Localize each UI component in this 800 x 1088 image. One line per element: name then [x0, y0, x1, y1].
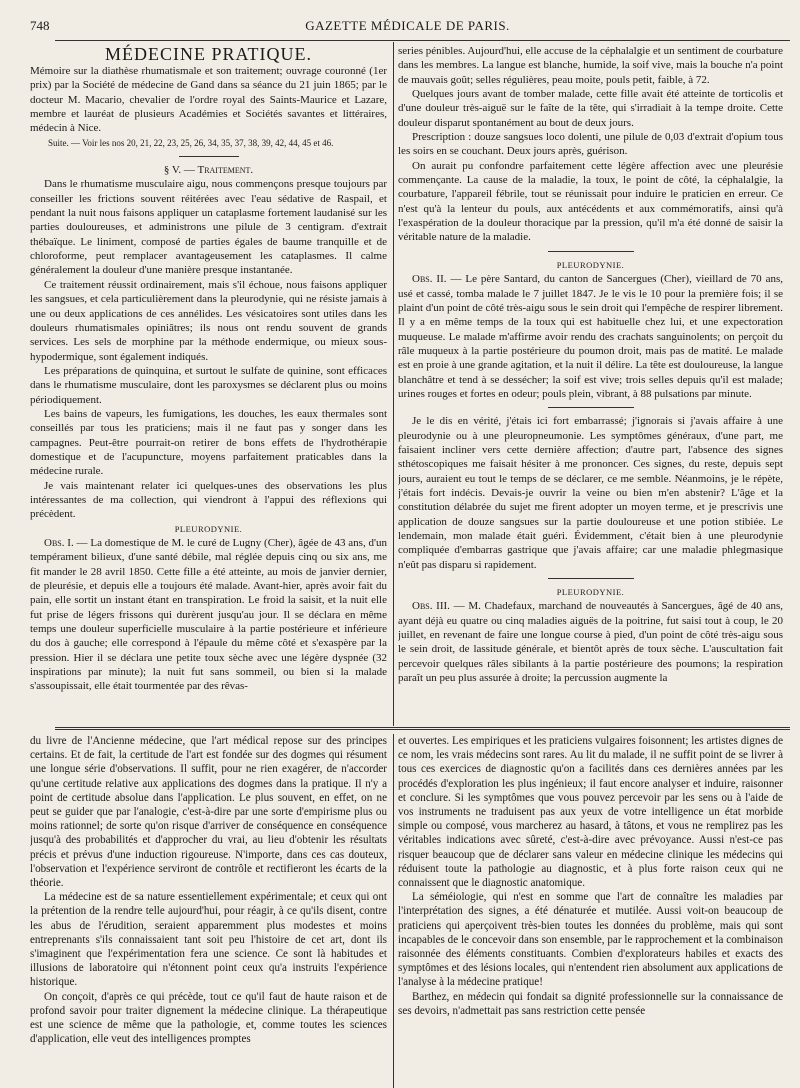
observation-1 [30, 536, 387, 694]
paragraph: Les bains de vapeurs, les fumigations, les douches, les eaux thermales sont conseillés par tous les praticiens; mais il ne faut pas y songer dans les campagnes. Peut-être pourrait-on retirer de bons effets de l'hydrothérapie domestique et de l'acupuncture, moyens parfaitement praticables dans la médecine rurale. [30, 407, 387, 478]
paragraph: Les préparations de quinquina, et surtout le sulfate de quinine, sont efficaces dans le rhumatisme musculaire, dont les paroxysmes se déclarent plus ou moins périodiquement. [30, 364, 387, 406]
header-rule [55, 40, 790, 41]
left-column [30, 44, 387, 724]
observation-label: Obs. II. [412, 273, 447, 286]
paragraph: Quelques jours avant de tomber malade, cette fille avait été atteinte de torticolis et d'une douleur très-aiguë sur le faîte de la tête, qui s'irradiait à la tempe droite. Cette douleur disparut spontanément au bout de deux jours. [398, 88, 783, 129]
page-number: 748 [30, 18, 50, 33]
paragraph: et ouvertes. Les empiriques et les praticiens vulgaires foisonnent; les artistes dignes de ce nom, les vrais médecins sont rares. Au lit du malade, il ne suffit point de se livrer à tous ces exercices de diagnostic qu'on a facilités dans ces dernières années par les procédés d'exploration les plus ingénieux; il faut encore analyser et induire, raisonner et conclure. Si les symptômes que vous pouvez percevoir par les sens ou à l'aide de vos instruments ne traduisent pas aux yeux de votre intelligence un état morbide simple ou composé, vous marcherez au hasard, à tâtons, et vous ne remplirez pas les véritables indications avec sûreté, c'est-à-dire avec prévoyance. Aussi n'est-ce pas risquer beaucoup que de déclarer sans valeur en médecine clinique les médecins qui réduisent toute la pathologie au diagnostic, et à plus forte raison ceux qui ne connaissent que le diagnostic anatomique. [398, 735, 783, 890]
paragraph: On conçoit, d'après ce qui précède, tout ce qu'il faut de haute raison et de profond savoir pour traiter dignement la médecine clinique. La thérapeutique est une science de même que la pathologie, et, comme toutes les sciences d'application, elle veut des intelligences promptes [30, 990, 387, 1046]
separator [548, 251, 634, 252]
paragraph: Ce traitement réussit ordinairement, mais s'il échoue, nous faisons appliquer les sangsues, et cela particulièrement dans la pleurodynie, qui ne résiste jamais à une ou deux applications de ces annélides. Les vésicatoires sont utiles dans les douleurs rhumatismales opiniâtres; ils nous ont rendu souvent de grands services. Les sels de morphine par la méthode endermique, ou mieux sous-hypodermique, sont également indiqués. [30, 278, 387, 363]
feuilleton-divider [55, 727, 790, 730]
paragraph: Je le dis en vérité, j'étais ici fort embarrassé; j'ignorais si j'avais affaire à une pleurodynie ou à une pleuropneumonie. Les symptômes généraux, d'une part, me faisaient incliner vers cette dernière affection; d'autre part, l'absence des signes sthétoscopiques me faisait hésiter à me prononcer. Ces signes, du reste, depuis sept jours, auraient eu tout le temps de se déclarer, ce me semble. Néanmoins, je le répète, j'étais fort indécis. Devais-je ouvrir la veine ou bien m'en abstenir? L'âge et la constitution délabrée du sujet me firent adopter un moyen terme, et je prescrivis une application de douze sangsues sur la partie douloureuse et une potion stibiée. Le lendemain, mon malade était guéri. Évidemment, c'était bien à une pleurodynie compliquée d'embarras gastrique que j'avais affaire; car une maladie phlegmasique n'eût pas disparu si rapidement. [398, 415, 783, 571]
paragraph: La séméiologie, qui n'est en somme que l'art de connaître les maladies par l'interprétation des signes, a été dénaturée et mutilée. Aussi voit-on beaucoup de praticiens qui aperçoivent très-bien toutes les données du problème, mais qui sont incapables de le concevoir dans son ensemble, par le rapprochement et la combinaison raisonnée des éléments constituants. Combien d'explorateurs habiles et exacts des symptômes et des lésions locales, qui n'entendent rien absolument aux applications de l'analyse à la médecine pratique! [398, 891, 783, 989]
paragraph: La médecine est de sa nature essentiellement expérimentale; et ceux qui ont la prétention de la rendre telle aujourd'hui, pour réagir, à ce qu'ils disent, contre les abus de l'érudition, seraient apparemment plus modestes et moins entreprenants s'ils connaissaient tant soit peu l'histoire de cet art, dont ils s'imaginent que l'expérimentation fera une science. Ce sont là habitudes et illusions de laboratoire qui n'étonnent point ceux qu'a instruits l'expérience historique. [30, 891, 387, 989]
feuilleton-right [398, 734, 783, 1084]
column-divider-bottom [393, 734, 394, 1088]
section-heading: § V. — Traitement. [163, 164, 254, 177]
journal-title: GAZETTE MÉDICALE DE PARIS. [305, 18, 510, 33]
feuilleton-left [30, 734, 387, 1084]
observation-label: Obs. III. [412, 600, 450, 613]
section-title: MÉDECINE PRATIQUE. [105, 44, 312, 64]
paragraph: du livre de l'Ancienne médecine, que l'art médical repose sur des principes certains. Et de fait, la certitude de l'art est fondée sur des dogmes qui résument une longue série d'observations. Il suffit, pour ne rien exagérer, de n'accorder qu'une certitude relative aux applications des dogmes dans la pratique. Il n'y a point de certitude absolue dans l'application. Le plus souvent, en effet, on ne peut se guider que par l'analogie, c'est-à-dire par une sorte d'empirisme plus ou moins rationnel; de sorte qu'on risque d'arriver de conséquence en conséquence jusqu'à des probabilités et d'approcher du vrai, au lieu d'obtenir les résultats précis et prévus d'une induction rigoureuse. N'importe, dans ces cas douteux, l'observation et l'expérience serviront de contrôle et rectifieront les écarts de la théorie. [30, 735, 387, 890]
observation-2 [398, 272, 783, 401]
memoir-abstract: Mémoire sur la diathèse rhumatismale et son traitement; ouvrage couronné (1er prix) par la Société de médecine de Gand dans sa séance du 21 juin 1865; par le docteur M. Macario, chevalier de l'ordre royal des Saints-Maurice et Lazare, membre et lauréat de plusieurs Académies et Sociétés savantes et littéraires, médecin à Nice. [30, 65, 387, 135]
paragraph: Dans le rhumatisme musculaire aigu, nous commençons presque toujours par conseiller les frictions souvent réitérées avec l'eau sédative de Raspail, et pendant la nuit nous faisons appliquer un cataplasme fortement laudanisé sur les parties douloureuses, et administrons une pilule de 3 centigram. d'extrait thébaïque. Le liniment, composé de parties égales de baume tranquille et de chloroforme, peut remplacer avantageusement les cataplasmes. Il calme généralement la douleur d'une manière presque instantanée. [30, 178, 387, 277]
observation-text: — M. Chadefaux, marchand de nouveautés à Sancergues, âgé de 40 ans, ayant déjà eu quatre ou cinq maladies aiguës de la poitrine, fut saisi tout à coup, le 20 juillet, en revenant de faire une longue course à pied, d'un point de côté très-aigu sous le sein droit, de lassitude générale, et bientôt après de toux sèche. L'auscultation fait percevoir quelques râles sibilants à la partie postérieure des poumons; la respiration paraît un peu plus assurée à droite; la percussion augmente la [398, 600, 783, 685]
observation-heading: PLEURODYNIE. [556, 587, 625, 598]
separator [179, 156, 239, 157]
paragraph: Barthez, en médecin qui fondait sa dignité professionnelle sur la connaissance de ses devoirs, n'admettait pas sans restriction cette pensée [398, 990, 783, 1017]
observation-text: — La domestique de M. le curé de Lugny (Cher), âgée de 43 ans, d'un tempérament bilieux, d'une santé débile, mal réglée depuis cinq ou six ans, me fit mander le 28 avril 1850. Cette fille a été atteinte, au mois de janvier dernier, de pleurésie, et depuis elle a toujours été malade. Avant-hier, après avoir fait du pain, elle sortit un instant étant en transpiration. Le froid la saisit, et la nuit elle fut prise de légers frissons qui durèrent jusqu'au jour. Il se déclara en même temps une douleur superficielle musculaire à la partie postérieure et inférieure du dos à gauche; elle correspond à l'épaule du même côté et s'exaspère par la pression. Hier il se déclara une petite toux sèche avec une légère dyspnée (32 inspirations par minute); la nuit fut sans sommeil, ou bien si la malade s'assoupissait, elle était tourmentée par des rêvas- [30, 537, 387, 693]
paragraph: Je vais maintenant relater ici quelques-unes des observations les plus intéressantes de ma collection, qui viendront à l'appui des réflexions qui précèdent. [30, 479, 387, 521]
observation-3 [398, 599, 783, 685]
paragraph: On aurait pu confondre parfaitement cette légère affection avec une pleurésie commençante. La cause de la maladie, la toux, le point de côté, la céphalalgie, la courbature, l'appareil fébrile, tout se réunissait pour induire le praticien en erreur. Ce n'est qu'à la lenteur du pouls, aux antécédents et aux commémoratifs, ainsi qu'à l'exaspération de la douleur thoracique par la pression, qu'il m'a été donné de saisir la véritable nature de la maladie. [398, 159, 783, 244]
page-header [30, 18, 785, 34]
paragraph: series pénibles. Aujourd'hui, elle accuse de la céphalalgie et un sentiment de courbature dans les membres. La langue est blanche, humide, la soif vive, mais la bouche n'a point de mauvais goût; selles régulières, peau moite, pouls petit, faible, à 72. [398, 45, 783, 86]
observation-label: Obs. I. [44, 537, 74, 549]
observation-text: — Le père Santard, du canton de Sancergues (Cher), vieillard de 70 ans, usé et cassé, tomba malade le 7 juillet 1847. Je le vis le 10 pour la première fois; il se plaint d'un point de côté très-aigu sous le sein droit qui l'empêche de respirer librement. Il y a en même temps de la toux qui est habituelle chez lui, et une expectoration muqueuse. Le malade m'affirme avoir rendu des crachats sanguinolents; on perçoit du râle muqueux à la partie postérieure du poumon droit, mais pas de matité. Le malade est en proie à une grande agitation, et la nuit il délire. La tête est douloureuse, la langue blanchâtre et tend à se dessécher; la soif est vive; trois selles depuis qu'il est malade; urines rouges et fortes en odeur; pouls plein, vibrant, à 88 pulsations par minute. [398, 273, 783, 400]
paragraph: Prescription : douze sangsues loco dolenti, une pilule de 0,03 d'extrait d'opium tous les soirs en se couchant. Deux jours après, guérison. [398, 131, 783, 158]
suite-note: Suite. — Voir les nos 20, 21, 22, 23, 25, 26, 34, 35, 37, 38, 39, 42, 44, 45 et 46. [48, 137, 334, 148]
separator [548, 578, 634, 579]
separator [548, 407, 634, 408]
column-divider-top [393, 42, 394, 726]
observation-heading: PLEURODYNIE. [174, 523, 243, 534]
observation-heading: PLEURODYNIE. [556, 259, 625, 270]
right-column [398, 44, 783, 724]
